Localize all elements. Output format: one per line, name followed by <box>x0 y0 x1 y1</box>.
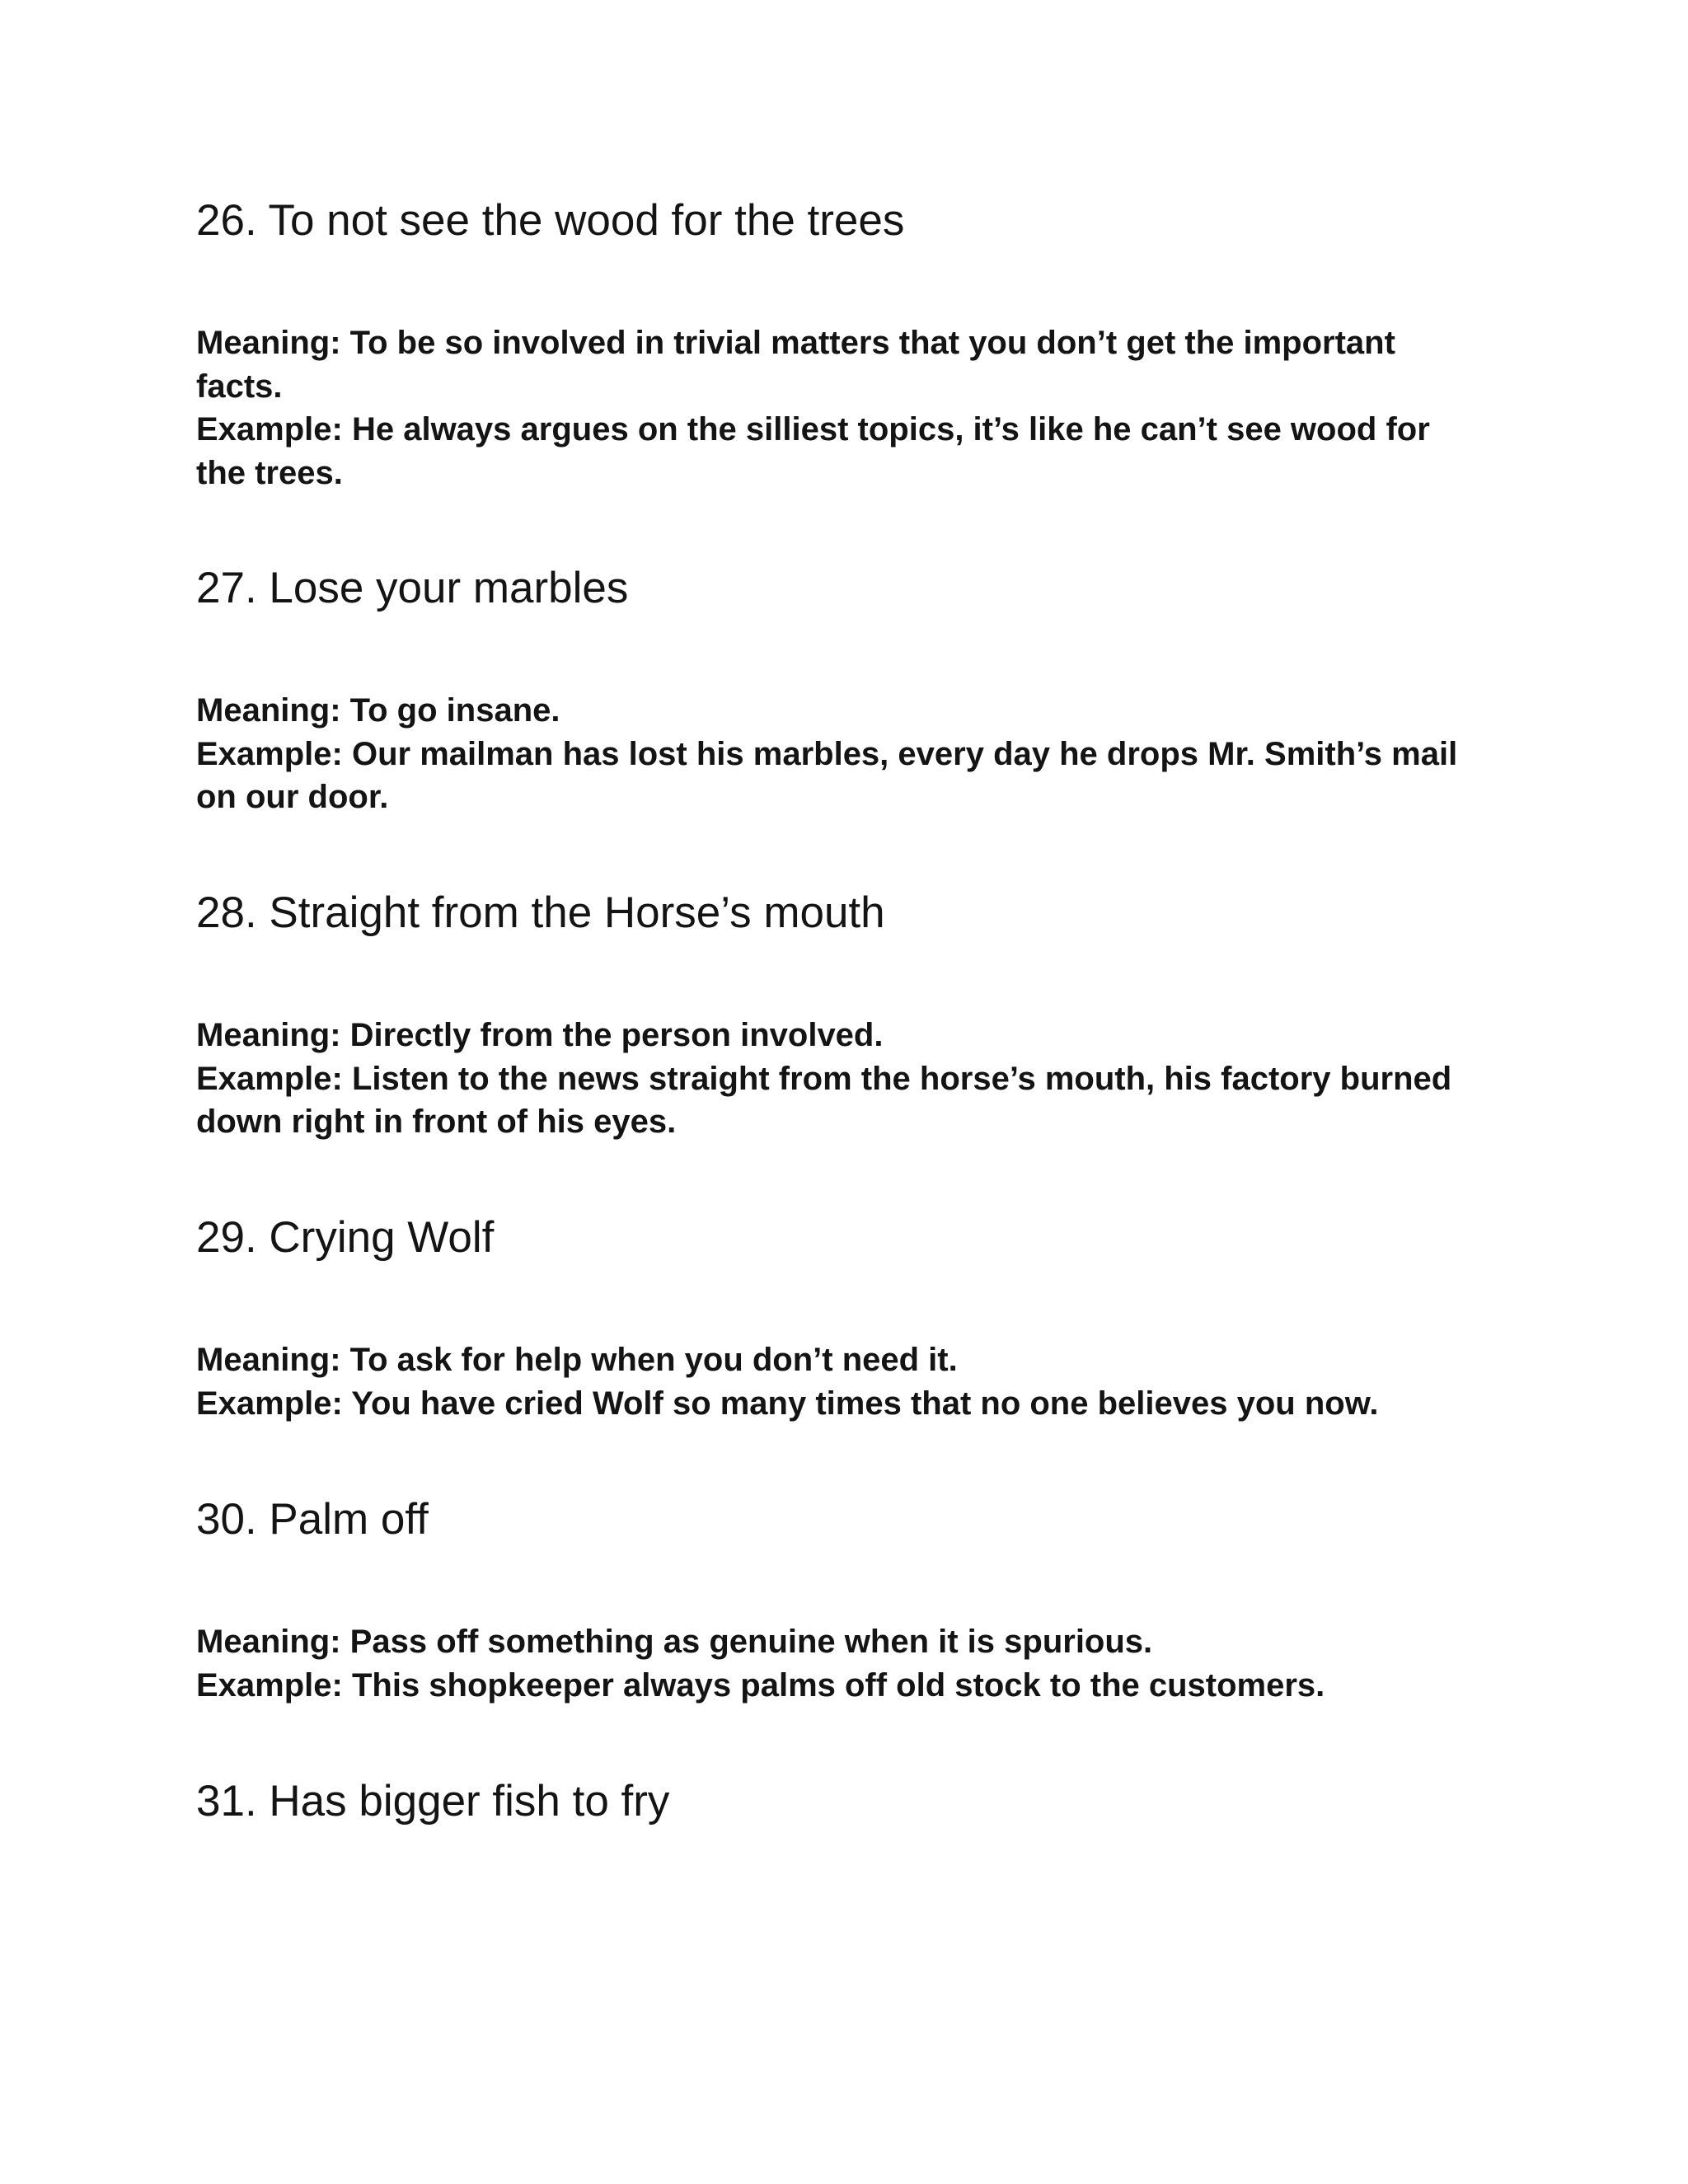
idiom-heading: 26. To not see the wood for the trees <box>196 196 905 245</box>
idiom-example: Example: Listen to the news straight from the horse’s mouth, his factory burned down right in front of his eyes. <box>196 1060 1452 1140</box>
idiom-example: Example: You have cried Wolf so many times that no one believes you now. <box>196 1385 1379 1422</box>
idiom-meaning: Meaning: To be so involved in trivial matters that you don’t get the important facts. <box>196 325 1395 405</box>
idiom-meaning: Meaning: Pass off something as genuine when it is spurious. <box>196 1624 1153 1660</box>
idiom-example: Example: This shopkeeper always palms off old stock to the customers. <box>196 1666 1325 1704</box>
idiom-definition <box>196 321 1482 494</box>
idiom-definition <box>196 1014 1482 1144</box>
idiom-definition <box>196 1338 1482 1425</box>
idiom-definition <box>196 689 1482 819</box>
idiom-example: Example: Our mailman has lost his marbles, every day he drops Mr. Smith’s mail on our door. <box>196 735 1458 815</box>
idiom-meaning: Meaning: Directly from the person involved. <box>196 1017 884 1053</box>
idiom-meaning: Meaning: To go insane. <box>196 692 560 729</box>
idiom-meaning: Meaning: To ask for help when you don’t need it. <box>196 1342 958 1378</box>
idiom-example: Example: He always argues on the silliest topics, it’s like he can’t see wood for the trees. <box>196 411 1430 491</box>
idiom-heading: 30. Palm off <box>196 1495 429 1544</box>
idiom-heading: 27. Lose your marbles <box>196 564 629 612</box>
idiom-heading: 28. Straight from the Horse’s mouth <box>196 888 885 937</box>
idiom-heading: 29. Crying Wolf <box>196 1213 495 1262</box>
idiom-heading: 31. Has bigger fish to fry <box>196 1777 670 1825</box>
idiom-definition <box>196 1620 1482 1707</box>
